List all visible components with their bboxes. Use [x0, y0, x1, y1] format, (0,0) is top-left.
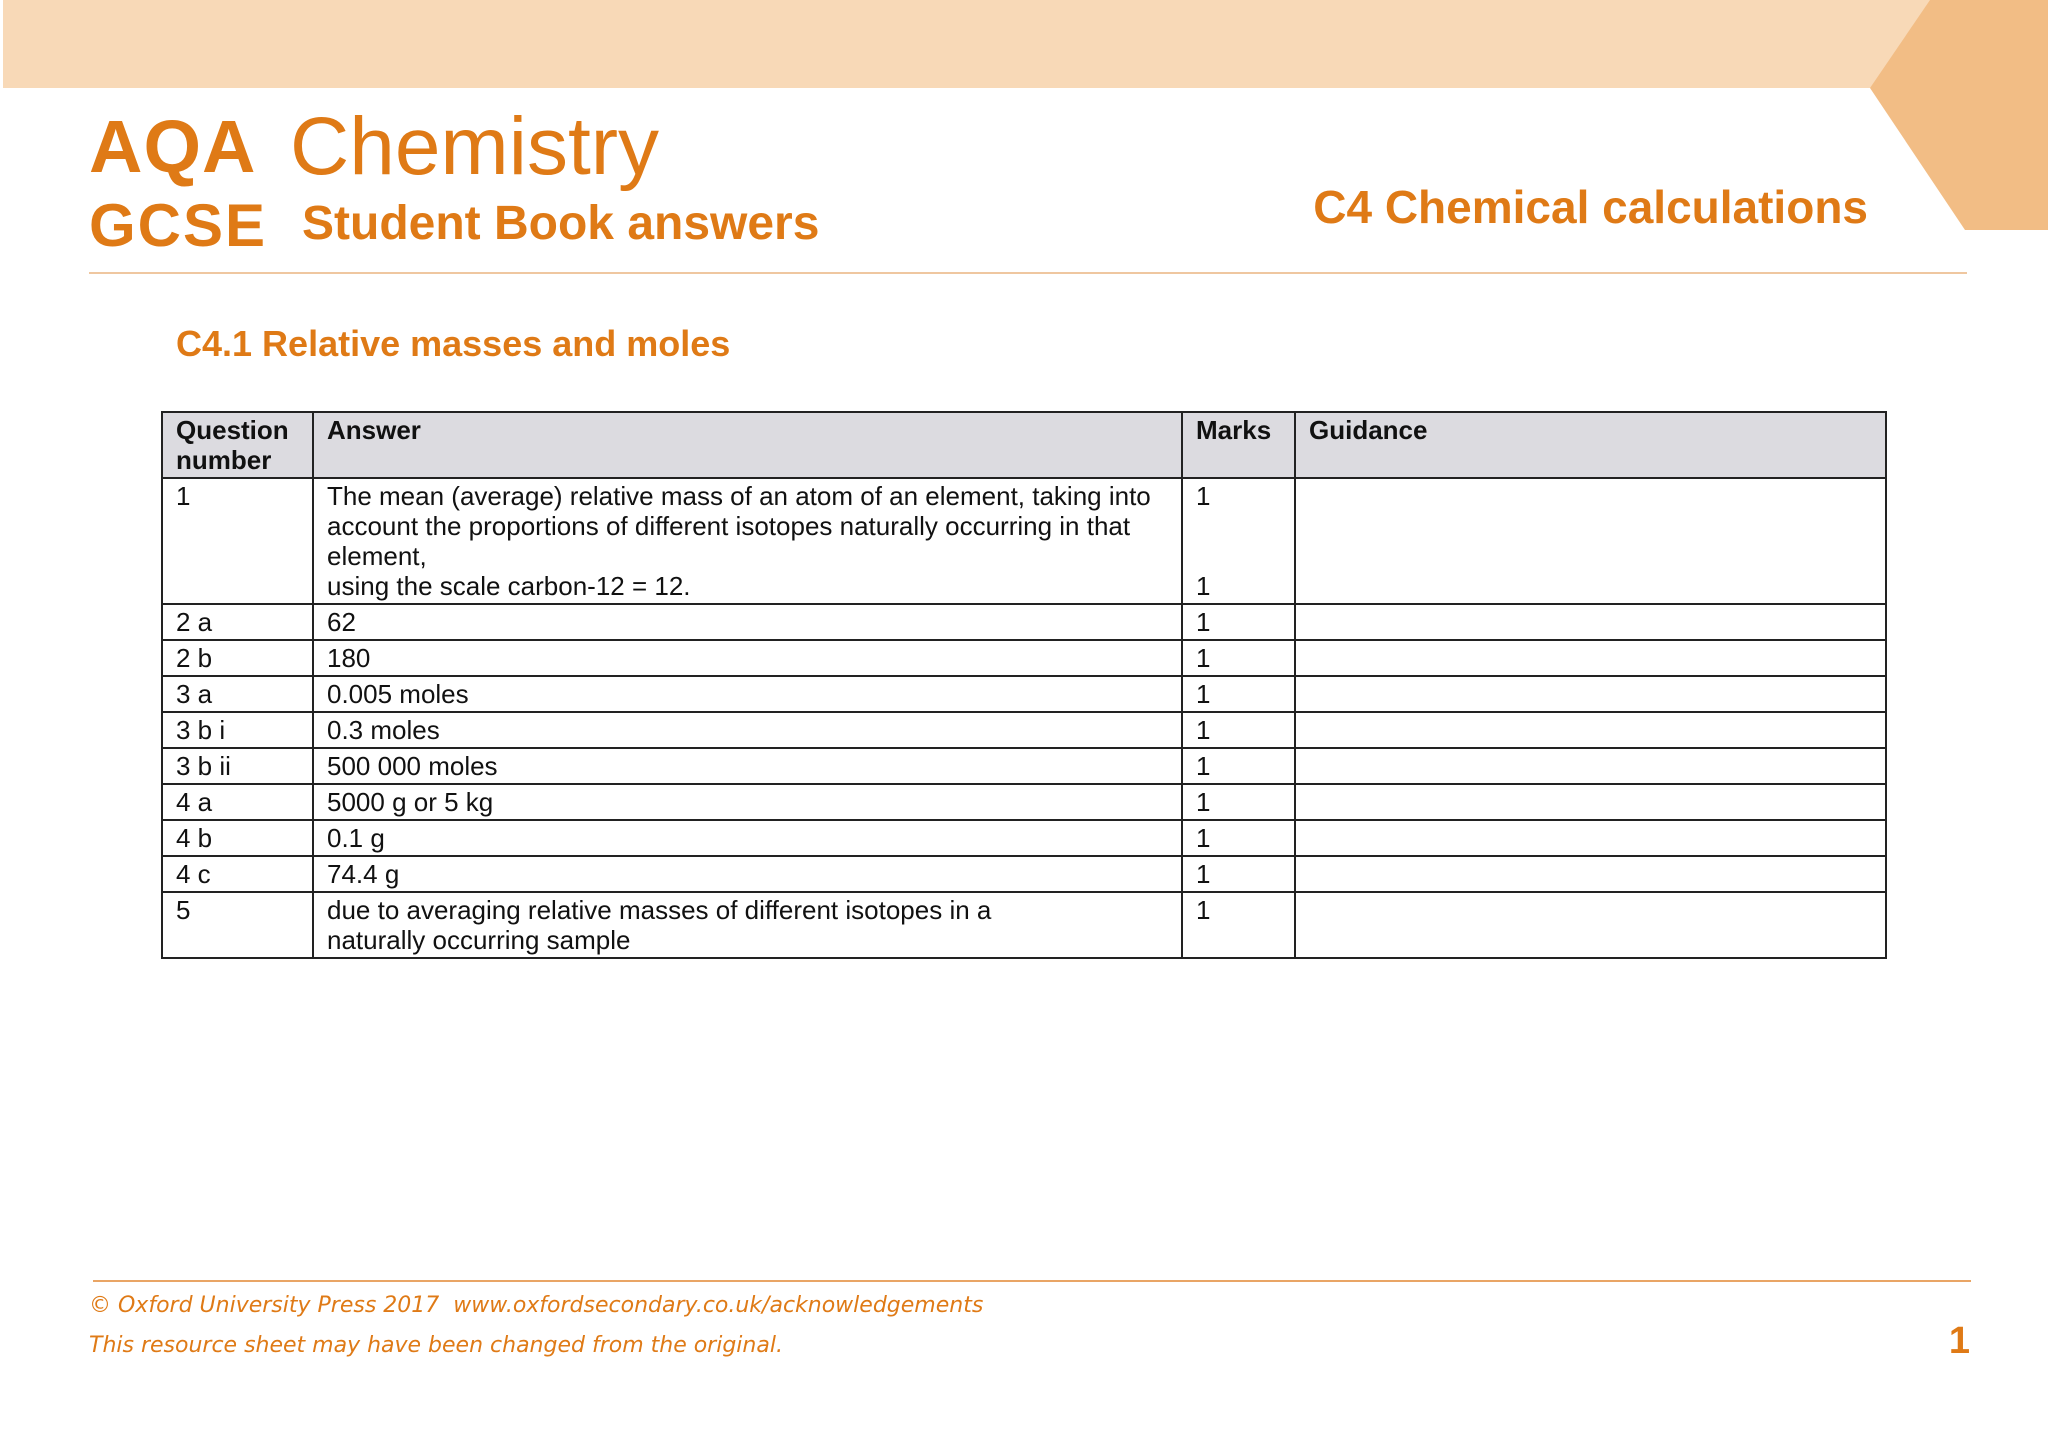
footer-note: This resource sheet may have been changed from the original. [89, 1333, 783, 1358]
marks-cell: 1 [1182, 676, 1295, 712]
table-row [162, 478, 1886, 604]
answer-cell: 0.1 g [313, 820, 1182, 856]
guidance-cell [1295, 712, 1886, 748]
acknowledgements-link[interactable]: www.oxfordsecondary.co.uk/acknowledgements [453, 1293, 984, 1318]
question-cell: 5 [162, 892, 313, 958]
answer-cell: 74.4 g [313, 856, 1182, 892]
marks-cell: 1 [1182, 712, 1295, 748]
marks-cell: 1 [1182, 748, 1295, 784]
header-answer: Answer [313, 412, 1182, 478]
chapter-title: C4 Chemical calculations [1313, 181, 1868, 233]
table-row [162, 892, 1886, 958]
marks-cell: 1 [1182, 892, 1295, 958]
table-header-row [162, 412, 1886, 478]
question-cell: 3 b i [162, 712, 313, 748]
guidance-cell [1295, 676, 1886, 712]
page-number: 1 [1948, 1320, 1970, 1362]
marks-cell: 1 [1182, 784, 1295, 820]
question-cell: 2 a [162, 604, 313, 640]
brand-subtitle: Student Book answers [302, 197, 820, 250]
answer-cell: The mean (average) relative mass of an atom of an element, taking into account the proportions of different isotopes naturally occurring in that element, using the scale carbon-12 = 12. [313, 478, 1182, 604]
header-guidance: Guidance [1295, 412, 1886, 478]
table-row [162, 820, 1886, 856]
guidance-cell [1295, 748, 1886, 784]
answer-cell: 62 [313, 604, 1182, 640]
guidance-cell [1295, 892, 1886, 958]
table-row [162, 784, 1886, 820]
answer-cell: 0.005 moles [313, 676, 1182, 712]
guidance-cell [1295, 784, 1886, 820]
guidance-cell [1295, 640, 1886, 676]
question-cell: 1 [162, 478, 313, 604]
answer-cell: 0.3 moles [313, 712, 1182, 748]
table-row [162, 748, 1886, 784]
copyright-text: © Oxford University Press 2017 [89, 1293, 440, 1318]
answer-cell: 180 [313, 640, 1182, 676]
footer-copyright-line [89, 1293, 983, 1318]
table-row [162, 856, 1886, 892]
footer-divider [93, 1280, 1971, 1282]
guidance-cell [1295, 604, 1886, 640]
guidance-cell [1295, 820, 1886, 856]
brand-gcse-logo: GCSE [89, 192, 268, 259]
header-marks: Marks [1182, 412, 1295, 478]
table-row [162, 604, 1886, 640]
marks-cell: 1 [1182, 640, 1295, 676]
top-banner [3, 0, 2048, 88]
marks-cell: 1 1 [1182, 478, 1295, 604]
brand-aqa-logo: AQA [89, 105, 257, 188]
table-row [162, 640, 1886, 676]
marks-cell: 1 [1182, 820, 1295, 856]
answer-cell: due to averaging relative masses of different isotopes in a naturally occurring sample [313, 892, 1182, 958]
question-cell: 3 b ii [162, 748, 313, 784]
answer-cell: 500 000 moles [313, 748, 1182, 784]
question-cell: 3 a [162, 676, 313, 712]
marks-cell: 1 [1182, 856, 1295, 892]
question-cell: 2 b [162, 640, 313, 676]
header-question: Question number [162, 412, 313, 478]
table-row [162, 712, 1886, 748]
header-divider [89, 272, 1967, 274]
brand-chemistry-title: Chemistry [290, 101, 660, 192]
section-heading: C4.1 Relative masses and moles [176, 323, 731, 364]
answers-table [161, 411, 1887, 959]
question-cell: 4 c [162, 856, 313, 892]
guidance-cell [1295, 856, 1886, 892]
corner-decoration [1870, 0, 2048, 230]
marks-cell: 1 [1182, 604, 1295, 640]
question-cell: 4 a [162, 784, 313, 820]
guidance-cell [1295, 478, 1886, 604]
answer-cell: 5000 g or 5 kg [313, 784, 1182, 820]
question-cell: 4 b [162, 820, 313, 856]
table-row [162, 676, 1886, 712]
